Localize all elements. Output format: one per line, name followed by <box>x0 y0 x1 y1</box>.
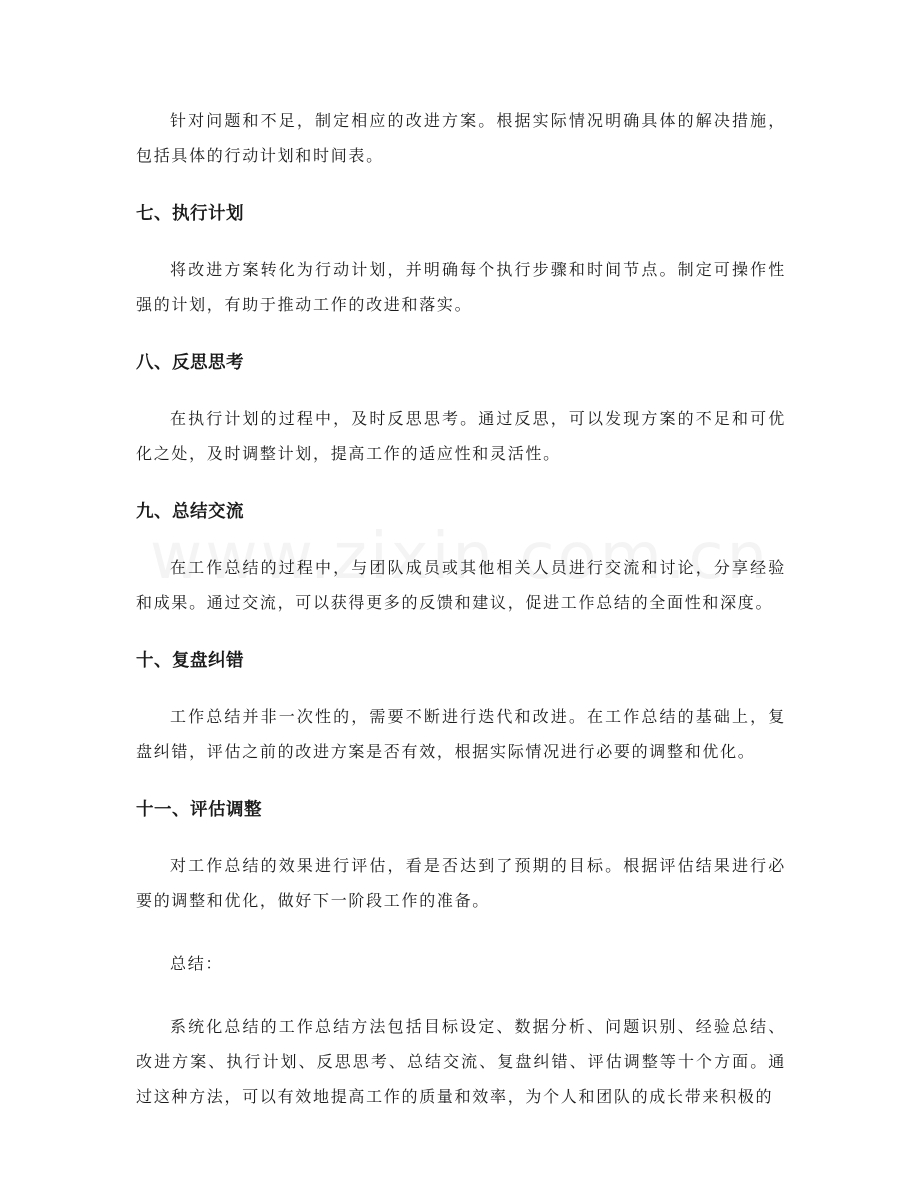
document-body <box>136 103 786 1114</box>
paragraph-section-9: 在工作总结的过程中，与团队成员或其他相关人员进行交流和讨论，分享经验和成果。通过交流，可以获得更多的反馈和建议，促进工作总结的全面性和深度。 <box>136 558 786 612</box>
summary-label: 总结： <box>170 954 224 973</box>
heading-section-11: 十一、评估调整 <box>136 800 262 820</box>
paragraph-improvement-plan: 针对问题和不足，制定相应的改进方案。根据实际情况明确具体的解决措施，包括具体的行动计划和时间表。 <box>136 111 786 165</box>
paragraph-summary: 系统化总结的工作总结方法包括目标设定、数据分析、问题识别、经验总结、改进方案、执行计划、反思思考、总结交流、复盘纠错、评估调整等十个方面。通过这种方法，可以有效地提高工作的质量和效率，为个人和团队的成长带来积极的 <box>136 1017 786 1106</box>
paragraph-section-11: 对工作总结的效果进行评估，看是否达到了预期的目标。根据评估结果进行必要的调整和优化，做好下一阶段工作的准备。 <box>136 856 786 910</box>
paragraph-section-8: 在执行计划的过程中，及时反思思考。通过反思，可以发现方案的不足和可优化之处，及时调整计划，提高工作的适应性和灵活性。 <box>136 409 786 463</box>
heading-section-8: 八、反思思考 <box>136 353 244 373</box>
paragraph-section-7: 将改进方案转化为行动计划，并明确每个执行步骤和时间节点。制定可操作性强的计划，有助于推动工作的改进和落实。 <box>136 260 786 314</box>
heading-section-10: 十、复盘纠错 <box>136 651 244 671</box>
heading-section-7: 七、执行计划 <box>136 204 244 224</box>
heading-section-9: 九、总结交流 <box>136 502 244 522</box>
paragraph-section-10: 工作总结并非一次性的，需要不断进行迭代和改进。在工作总结的基础上，复盘纠错，评估之前的改进方案是否有效，根据实际情况进行必要的调整和优化。 <box>136 707 786 761</box>
